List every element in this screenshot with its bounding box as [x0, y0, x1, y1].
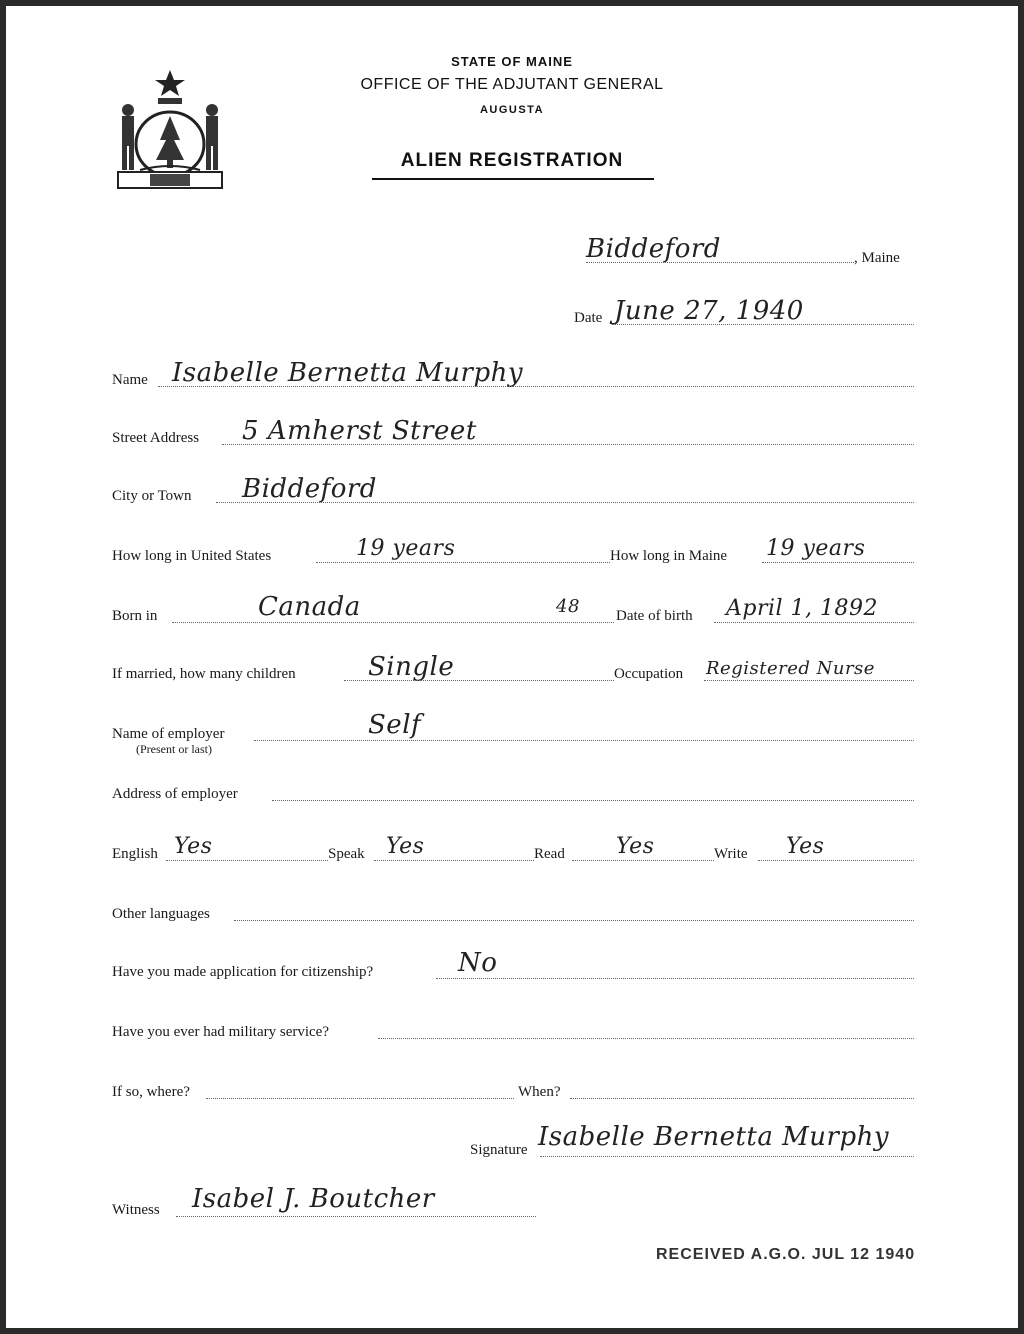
write-entry[interactable]: Yes [786, 834, 825, 859]
occupation-line [704, 680, 914, 681]
office-heading: OFFICE OF THE ADJUTANT GENERAL [360, 76, 664, 93]
name-line [158, 386, 914, 387]
english-label: English [112, 846, 158, 862]
english-line [166, 860, 328, 861]
place-line [586, 262, 854, 263]
city-entry[interactable]: Biddeford [242, 474, 377, 504]
registration-form [6, 6, 1018, 1328]
citizenship-label: Have you made application for citizenship? [112, 964, 374, 980]
read-line [572, 860, 714, 861]
children-entry[interactable]: Single [368, 652, 455, 682]
when-label: When? [518, 1084, 561, 1100]
witness-entry[interactable]: Isabel J. Boutcher [192, 1184, 435, 1214]
military-line [378, 1038, 914, 1039]
read-label: Read [534, 846, 565, 862]
how-long-maine-label: How long in Maine [610, 548, 728, 564]
state-heading: STATE OF MAINE [451, 54, 573, 69]
street-label: Street Address [112, 430, 200, 446]
date-label: Date [574, 310, 603, 326]
city-line [216, 502, 914, 503]
signature-line [540, 1156, 914, 1157]
received-stamp: RECEIVED A.G.O. JUL 12 1940 [656, 1246, 916, 1263]
employer-label: Name of employer [112, 726, 225, 742]
title-underline [372, 178, 654, 180]
born-in-label: Born in [112, 608, 158, 624]
employer-address-label: Address of employer [112, 786, 238, 802]
how-long-us-entry[interactable]: 19 years [356, 536, 456, 561]
speak-entry[interactable]: Yes [386, 834, 425, 859]
maine-label: , Maine [854, 250, 900, 266]
children-line [344, 680, 614, 681]
children-label: If married, how many children [112, 666, 296, 682]
city-label: City or Town [112, 488, 192, 504]
citizenship-line [436, 978, 914, 979]
speak-label: Speak [328, 846, 365, 862]
when-line [570, 1098, 914, 1099]
employer-address-line [272, 800, 914, 801]
occupation-label: Occupation [614, 666, 684, 682]
other-languages-line [234, 920, 914, 921]
occupation-entry[interactable]: Registered Nurse [706, 658, 875, 679]
citizenship-entry[interactable]: No [458, 948, 498, 978]
where-label: If so, where? [112, 1084, 190, 1100]
dob-label: Date of birth [616, 608, 693, 624]
how-long-maine-entry[interactable]: 19 years [766, 536, 866, 561]
where-line [206, 1098, 514, 1099]
english-entry[interactable]: Yes [174, 834, 213, 859]
other-languages-label: Other languages [112, 906, 210, 922]
speak-line [374, 860, 534, 861]
employer-note: (Present or last) [136, 742, 212, 756]
witness-label: Witness [112, 1202, 160, 1218]
witness-line [176, 1216, 536, 1217]
dob-line [714, 622, 914, 623]
street-entry[interactable]: 5 Amherst Street [242, 416, 477, 446]
street-line [222, 444, 914, 445]
dob-entry[interactable]: April 1, 1892 [726, 596, 879, 621]
how-long-us-line [316, 562, 610, 563]
born-in-entry[interactable]: Canada [258, 592, 361, 622]
name-entry[interactable]: Isabelle Bernetta Murphy [172, 358, 524, 388]
signature-label: Signature [470, 1142, 528, 1158]
write-line [758, 860, 914, 861]
signature-entry[interactable]: Isabelle Bernetta Murphy [538, 1122, 890, 1152]
military-label: Have you ever had military service? [112, 1024, 329, 1040]
write-label: Write [714, 846, 748, 862]
date-entry[interactable]: June 27, 1940 [614, 296, 804, 326]
employer-entry[interactable]: Self [368, 710, 422, 740]
date-line [612, 324, 914, 325]
city-heading: AUGUSTA [479, 104, 545, 116]
born-in-line [172, 622, 614, 623]
how-long-us-label: How long in United States [112, 548, 272, 564]
read-entry[interactable]: Yes [616, 834, 655, 859]
employer-line [254, 740, 914, 741]
form-title: ALIEN REGISTRATION [400, 150, 624, 171]
name-label: Name [112, 372, 148, 388]
how-long-maine-line [762, 562, 914, 563]
place-entry[interactable]: Biddeford [586, 234, 721, 264]
age-entry[interactable]: 48 [556, 596, 580, 617]
